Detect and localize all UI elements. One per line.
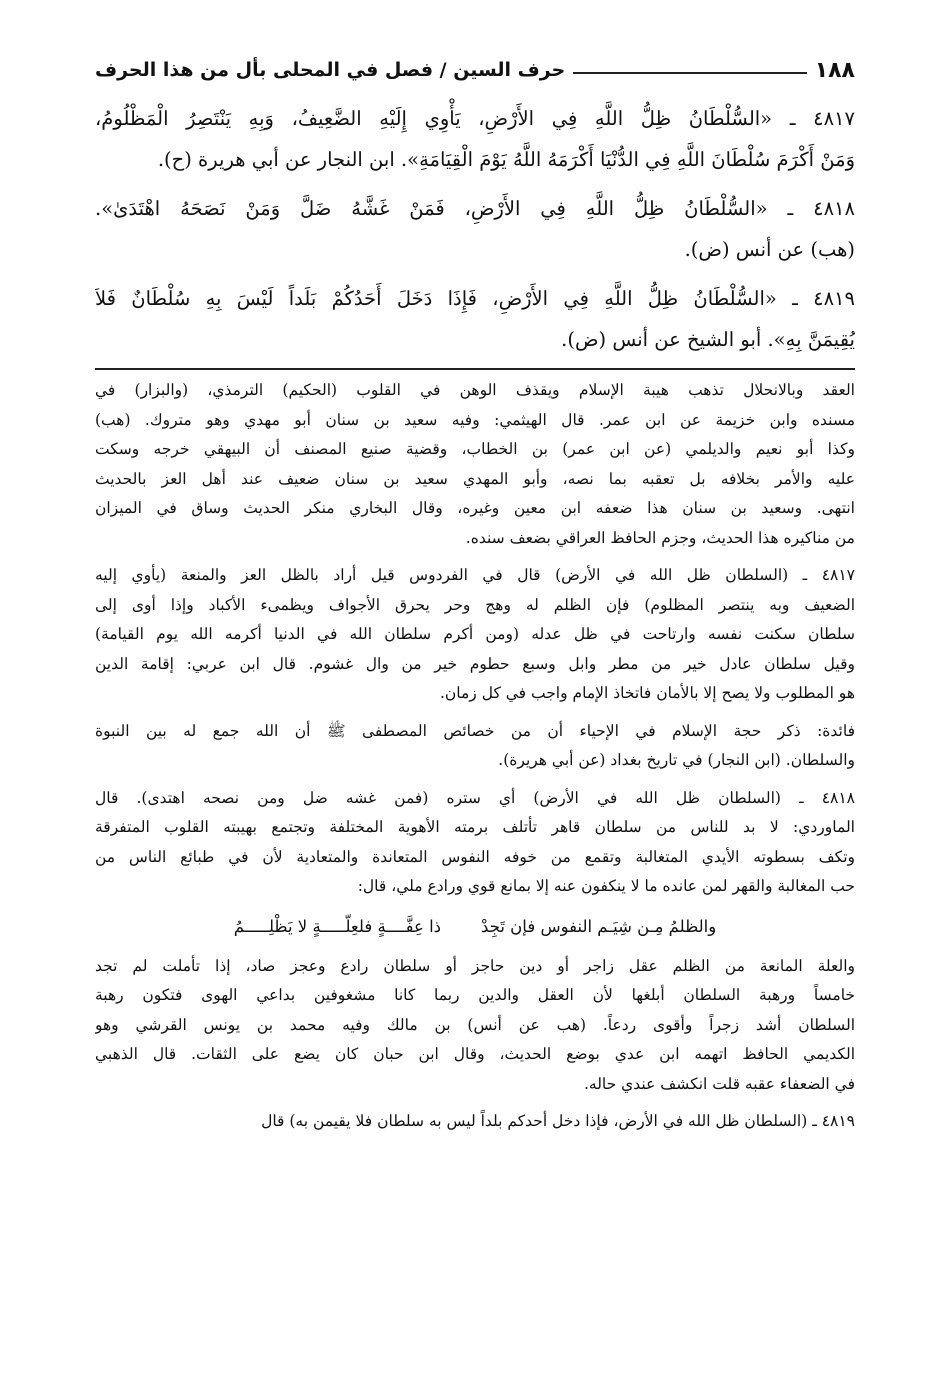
paragraph	[95, 784, 855, 902]
text-line: فائدة: ذكر حجة الإسلام في الإحياء أن من خصائص المصطفى ﷺ أن الله جمع له بين النبوة	[95, 721, 855, 740]
text-line: خامساً ورهبة السلطان أبلغها لأن العقل والدين ربما كانا مشغوفين بداعي الهوى فتكون رهبة	[95, 986, 855, 1004]
text-line: والعلة المانعة من الظلم عقل زاجر أو دين حاجز أو سلطان رادع وعجز صاد، إذا تأملت لم تجد	[95, 956, 855, 975]
paragraph	[95, 561, 855, 709]
text-line: وقيل سلطان عادل خير من مطر وابل وسبع حطوم خير من وال غشوم. قال ابن عربي: إقامة الدين	[95, 654, 855, 673]
text-line: الماوردي: لا بد للناس من سلطان قاهر تأتلف برمته الأهوية المختلفة وتجتمع بهيبته القلوب المتفرقة	[95, 818, 855, 836]
paragraph	[95, 717, 855, 776]
text-line: ٤٨١٩ ـ (السلطان ظل الله في الأرض، فإذا دخل أحدكم بلداً ليس به سلطان فلا يقيمن به) قال	[261, 1112, 855, 1130]
verse-hemistich: والظلمُ مِـن شِيَـم النفوس فإن تَجِدْ	[481, 916, 717, 936]
text-line: ٤٨١٧ ـ (السلطان ظل الله في الأرض) قال في الفردوس قيل أراد بالظل العز والمنعة (يأوي إليه	[95, 566, 855, 584]
text-line: ٤٨١٨ ـ «السُّلْطَانُ ظِلُّ اللَّهِ فِي الأَرْضِ، فَمَنْ غَشَّهُ ضَلَّ وَمَنْ نَصَحَهُ اهْتَدَىٰ».	[95, 197, 855, 220]
text-line: وَمَنْ أَكْرَمَ سُلْطَانَ اللَّهِ فِي الدُّنْيَا أَكْرَمَهُ اللَّهُ يَوْمَ الْقِيَامَةِ». ابن النجار عن أبي هريرة (ح).	[157, 148, 855, 171]
text-line: ٤٨١٧ ـ «السُّلْطَانُ ظِلُّ اللَّهِ فِي الأَرْضِ، يَأْوِي إِلَيْهِ الضَّعِيفُ، وَبِهِ يَنْتَصِرُ الْمَظْلُومُ،	[95, 107, 855, 130]
text-line: والسلطان. (ابن النجار) في تاريخ بغداد (عن أبي هريرة).	[498, 751, 855, 769]
header-title: حرف السين / فصل في المحلى بأل من هذا الحرف	[95, 59, 566, 81]
paragraph	[95, 278, 855, 360]
page-number: ١٨٨	[814, 57, 855, 83]
paragraph	[95, 1107, 855, 1137]
text-line: الضعيف وبه ينتصر المظلوم) فإن الظلم له وهج وحر يحرق الأجواف ويظمىء الأكباد وإذا أوى إلى	[95, 595, 855, 614]
text-line: السلطان أشد زجراً وأقوى ردعاً. (هب عن أنس) بن مالك وفيه محمد بن يونس القرشي وهو	[95, 1015, 855, 1034]
text-line: العقد وبالانحلال تذهب هيبة الإسلام ويقذف الوهن في القلوب (الحكيم) الترمذي، (والبزار) في	[95, 381, 855, 399]
text-line: هو المطلوب ولا يصح إلا بالأمان فاتخاذ الإمام واجب في كل زمان.	[439, 684, 855, 702]
verse	[95, 910, 855, 944]
header-rule	[573, 72, 806, 74]
paragraph	[95, 98, 855, 180]
text-line: انتهى. وسعيد بن سنان هذا ضعفه ابن معين وغيره، وقال البخاري منكر الحديث وساق في الميزان	[95, 499, 855, 517]
text-line: ٤٨١٨ ـ (السلطان ظل الله في الأرض) أي ستره (فمن غشه ضل ومن نصحه اهتدى). قال	[95, 788, 855, 807]
book-page	[95, 52, 855, 1145]
text-line: يُقِيمَنَّ بِهِ». أبو الشيخ عن أنس (ض).	[561, 328, 855, 351]
hadith-section	[95, 98, 855, 360]
commentary-section	[95, 376, 855, 1137]
verse-hemistich: ذا عِفَّــــةٍ فلعِلّـــــةٍ لا يَظْلِـــــمُ	[233, 916, 442, 936]
text-line: حب المغالبة والقهر لمن عانده ما لا ينكفون عنه إلا بمانع قوي ورادع ملي، قال:	[357, 877, 855, 895]
paragraph	[95, 952, 855, 1100]
text-line: سلطان سكنت نفسه وارتاحت في ظل عدله (ومن أكرم سلطان الله في الدنيا أكرمه الله يوم القيامة)	[95, 625, 855, 643]
text-line: وكذا أبو نعيم والديلمي (عن ابن عمر) بن الخطاب، وقضية صنيع المصنف أن البيهقي خرجه وسكت	[95, 440, 855, 458]
paragraph	[95, 376, 855, 553]
text-line: في الضعفاء عقبه قلت انكشف عندي حاله.	[583, 1074, 855, 1093]
footnote-rule	[95, 368, 855, 370]
text-line: من مناكيره هذا الحديث، وجزم الحافظ العراقي بضعف سنده.	[465, 528, 855, 547]
paragraph	[95, 188, 855, 270]
text-line: (هب) عن أنس (ض).	[684, 238, 855, 261]
text-line: مسنده وابن خزيمة عن ابن عمر. قال الهيثمي: وفيه سعيد بن سنان أبو مهدي وهو متروك. (هب)	[95, 410, 855, 429]
text-line: وتكف بسطوته الأيدي المتغالبة وتقمع من خوفه النفوس المتعاندة والمتعادية لأن في طبائع الناس من	[95, 847, 855, 866]
text-line: الكديمي الحافظ اتهمه ابن عدي بوضع الحديث، وقال ابن حبان كان يضع على الثقات. قال الذهبي	[95, 1045, 855, 1063]
text-line: ٤٨١٩ ـ «السُّلْطَانُ ظِلُّ اللَّهِ فِي الأَرْضِ، فَإِذَا دَخَلَ أَحَدُكُمْ بَلَداً لَيْسَ بِهِ سُلْطَانٌ فَلاَ	[95, 287, 855, 310]
text-line: عليه والأمر بخلافه بل تعقبه بما نصه، وأبو المهدي سعيد بن سنان ضعيف عند أهل العز بالحديث	[95, 469, 855, 488]
running-header	[95, 52, 855, 88]
